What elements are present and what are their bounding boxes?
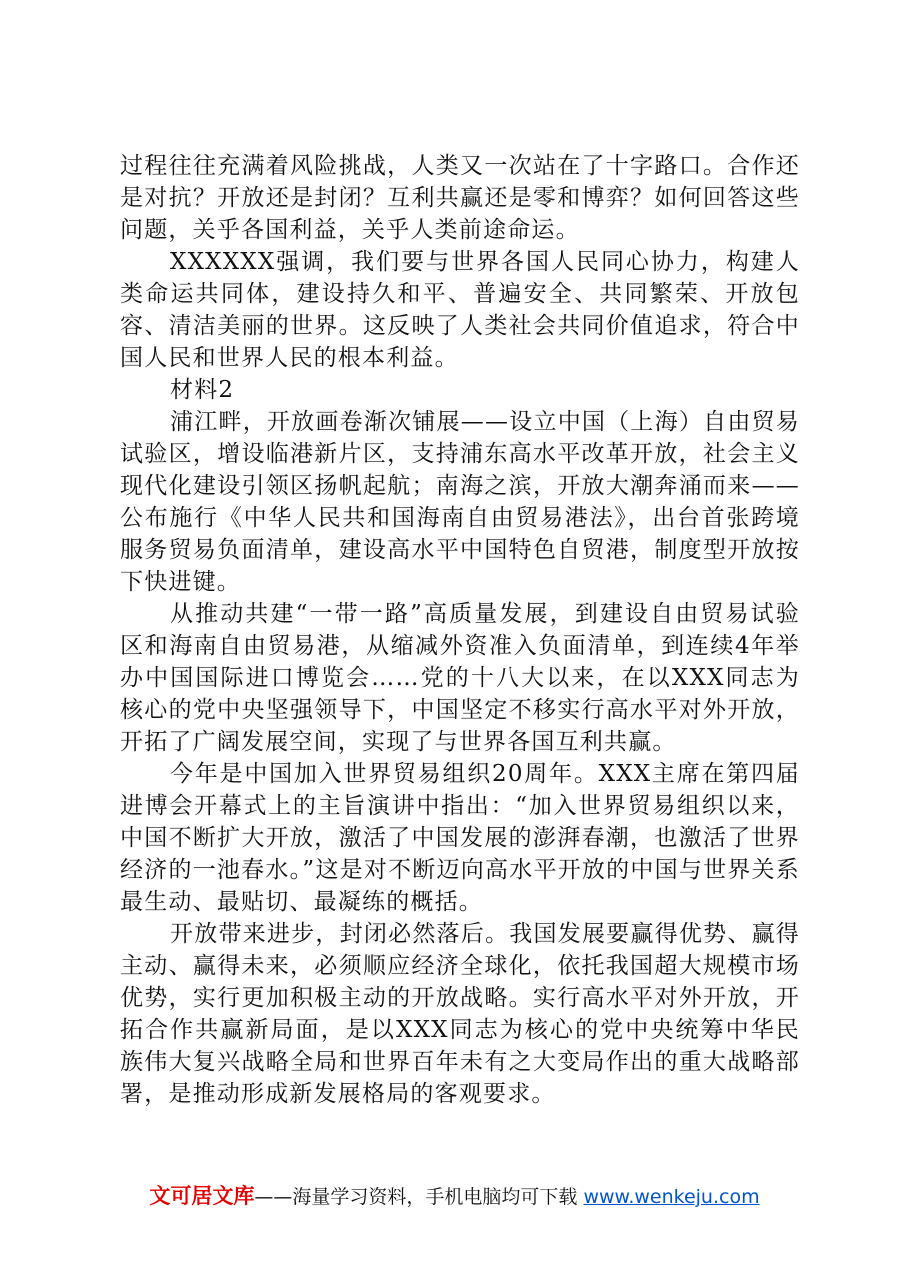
- footer-brand-name: 文可居文库: [149, 1184, 255, 1208]
- document-body: [120, 150, 800, 1110]
- paragraph-intro: 过程往往充满着风险挑战，人类又一次站在了十字路口。合作还是对抗？开放还是封闭？互利共赢还是零和博弈？如何回答这些问题，关乎各国利益，关乎人类前途命运。: [120, 153, 800, 243]
- footer-description: ——海量学习资料，手机电脑均可下载: [254, 1186, 578, 1208]
- paragraph-pujiang: 浦江畔，开放画卷渐次铺展——设立中国（上海）自由贸易试验区，增设临港新片区，支持浦东高水平改革开放，社会主义现代化建设引领区扬帆起航；南海之滨，开放大潮奔涌而来——公布施行《中华人民共和国海南自由贸易港法》，出台首张跨境服务贸易负面清单，建设高水平中国特色自贸港，制度型开放按下快进键。: [120, 409, 800, 595]
- paragraph-community: XXXXXX强调，我们要与世界各国人民同心协力，构建人类命运共同体，建设持久和平、普遍安全、共同繁荣、开放包容、清洁美丽的世界。这反映了人类社会共同价值追求，符合中国人民和世界人民的根本利益。: [120, 249, 800, 371]
- section-heading-material-2: 材料2: [170, 377, 235, 403]
- footer-banner: [0, 1180, 909, 1210]
- paragraph-wto: 今年是中国加入世界贸易组织20周年。XXX主席在第四届进博会开幕式上的主旨演讲中指出：“加入世界贸易组织以来，中国不断扩大开放，激活了中国发展的澎湃春潮，也激活了世界经济的一池春水。”这是对不断迈向高水平开放的中国与世界关系最生动、最贴切、最凝练的概括。: [120, 761, 800, 915]
- footer-website-link[interactable]: www.wenkeju.com: [583, 1186, 760, 1208]
- paragraph-belt-road: 从推动共建“一带一路”高质量发展，到建设自由贸易试验区和海南自由贸易港，从缩减外资准入负面清单，到连续4年举办中国国际进口博览会……党的十八大以来，在以XXX同志为核心的党中央坚强领导下，中国坚定不移实行高水平对外开放，开拓了广阔发展空间，实现了与世界各国互利共赢。: [120, 601, 800, 755]
- paragraph-openness: 开放带来进步，封闭必然落后。我国发展要赢得优势、赢得主动、赢得未来，必须顺应经济全球化，依托我国超大规模市场优势，实行更加积极主动的开放战略。实行高水平对外开放，开拓合作共赢新局面，是以XXX同志为核心的党中央统筹中华民族伟大复兴战略全局和世界百年未有之大变局作出的重大战略部署，是推动形成新发展格局的客观要求。: [120, 921, 800, 1107]
